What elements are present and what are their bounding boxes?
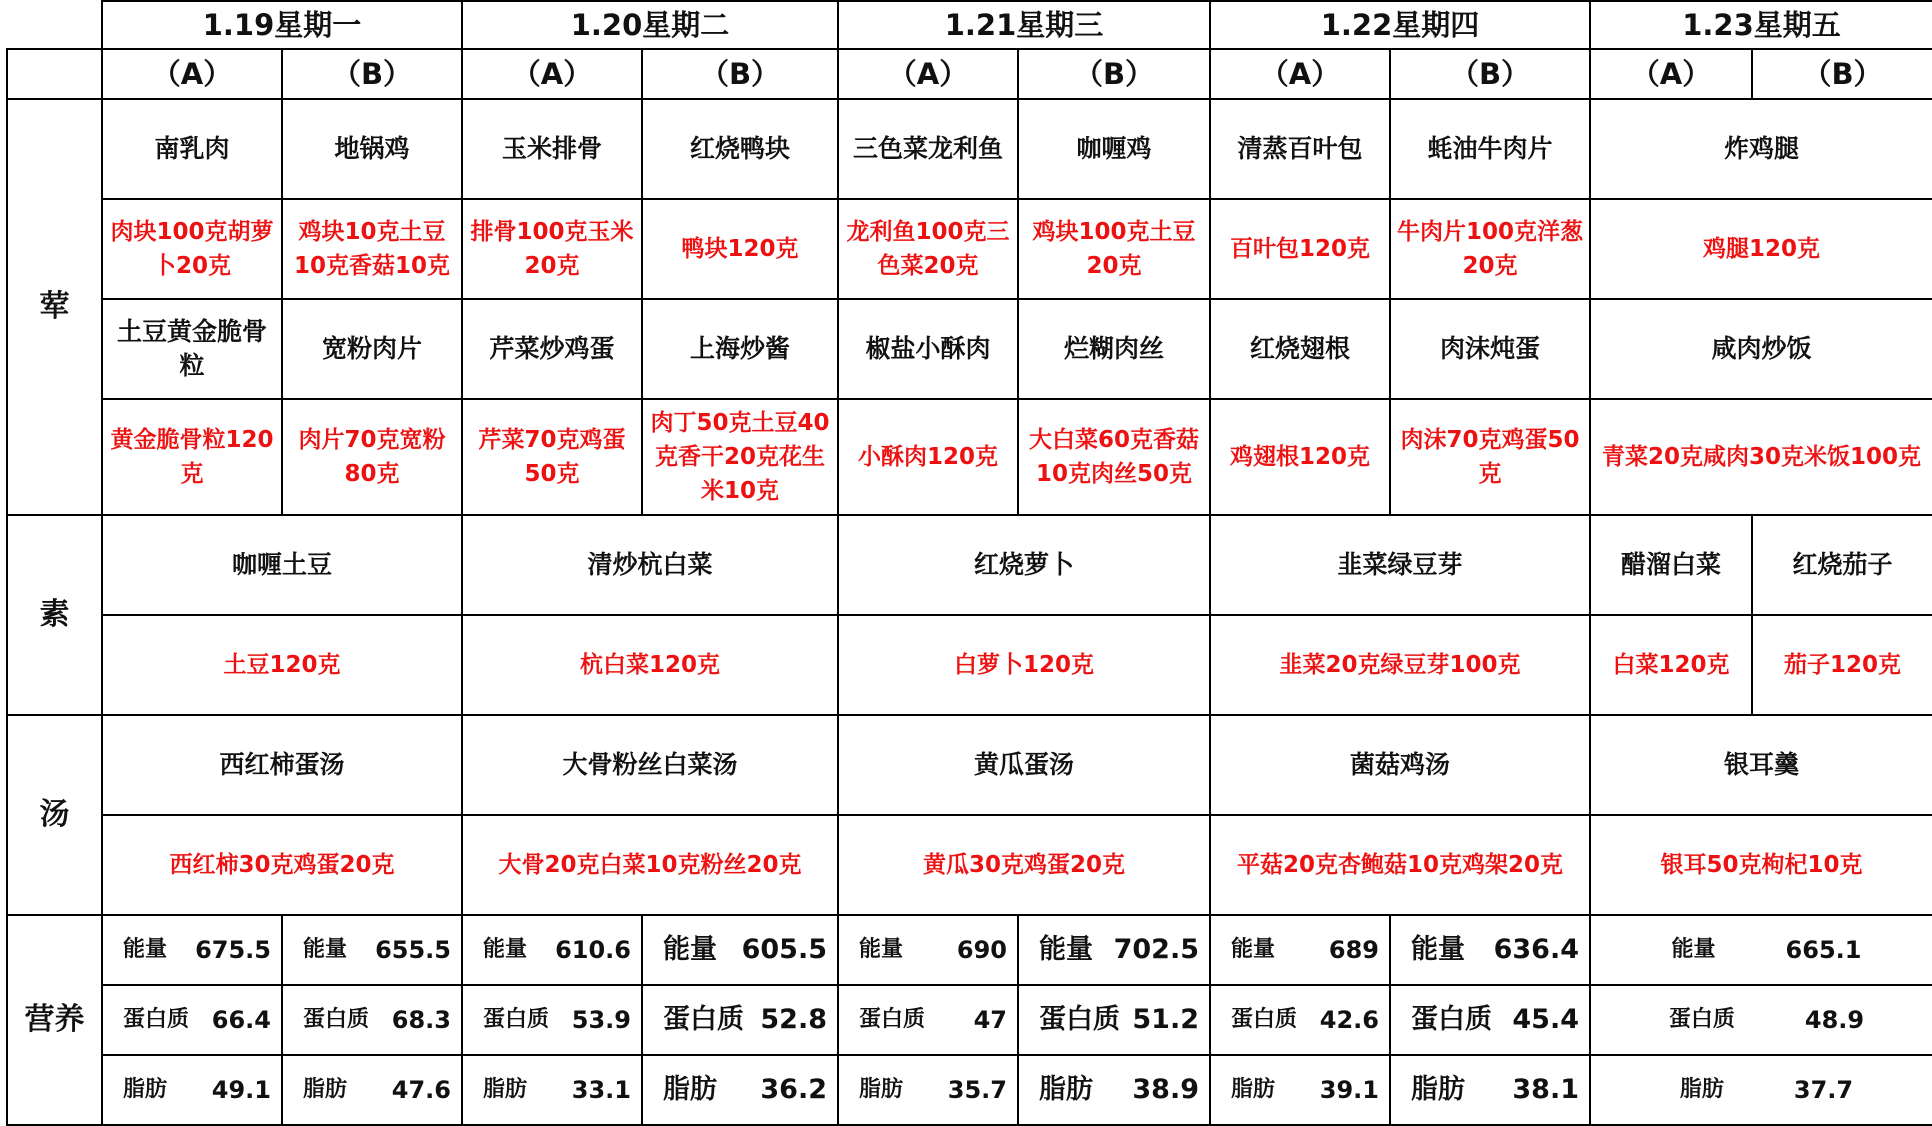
dish-ingredients: 小酥肉120克 [838, 399, 1018, 515]
category-soup: 汤 [7, 715, 102, 915]
energy-cell [642, 915, 838, 985]
nutrient-label: 能量 [303, 937, 348, 962]
nutrient-value: 37.7 [1793, 1076, 1854, 1104]
nutrient-label: 能量 [483, 937, 528, 962]
option-a-header: （A） [1590, 49, 1752, 99]
dish-ingredients: 鸡块10克土豆10克香菇10克 [282, 199, 462, 299]
nutrient-label: 脂肪 [859, 1077, 904, 1102]
dish-name: 咸肉炒饭 [1590, 299, 1932, 399]
nutrient-value: 665.1 [1785, 936, 1862, 964]
dish-name: 椒盐小酥肉 [838, 299, 1018, 399]
nutrient-label: 能量 [1039, 934, 1093, 965]
dish-name: 西红柿蛋汤 [102, 715, 462, 815]
dish-name: 大骨粉丝白菜汤 [462, 715, 838, 815]
dish-ingredients: 大白菜60克香菇10克肉丝50克 [1018, 399, 1210, 515]
meat-ingredient-row-2 [7, 399, 1932, 515]
nutrient-value: 35.7 [947, 1076, 1007, 1104]
energy-row [7, 915, 1932, 985]
nutrient-label: 蛋白质 [1039, 1004, 1120, 1035]
nutrient-value: 68.3 [391, 1006, 451, 1034]
dish-name: 地锅鸡 [282, 99, 462, 199]
dish-name: 咖喱鸡 [1018, 99, 1210, 199]
dish-ingredients: 平菇20克杏鲍菇10克鸡架20克 [1210, 815, 1590, 915]
dish-name: 韭菜绿豆芽 [1210, 515, 1590, 615]
nutrient-value: 38.9 [1132, 1074, 1199, 1105]
day-header-fri: 1.23星期五 [1590, 1, 1932, 49]
nutrient-value: 36.2 [760, 1074, 827, 1105]
fat-cell [838, 1055, 1018, 1125]
energy-cell [282, 915, 462, 985]
nutrient-value: 636.4 [1493, 934, 1579, 965]
day-header-tue: 1.20星期二 [462, 1, 838, 49]
fat-cell [1018, 1055, 1210, 1125]
nutrient-label: 能量 [1411, 934, 1465, 965]
energy-cell [1590, 915, 1932, 985]
protein-cell [1210, 985, 1390, 1055]
dish-ingredients: 肉块100克胡萝卜20克 [102, 199, 282, 299]
dish-name: 红烧翅根 [1210, 299, 1390, 399]
nutrient-label: 蛋白质 [483, 1007, 550, 1032]
date-header-row [7, 1, 1932, 49]
nutrient-label: 蛋白质 [663, 1004, 744, 1035]
dish-ingredients: 青菜20克咸肉30克米饭100克 [1590, 399, 1932, 515]
category-nutrition: 营养 [7, 915, 102, 1125]
option-a-header: （A） [462, 49, 642, 99]
nutrient-label: 脂肪 [123, 1077, 168, 1102]
nutrient-value: 51.2 [1132, 1004, 1199, 1035]
energy-cell [838, 915, 1018, 985]
dish-ingredients: 土豆120克 [102, 615, 462, 715]
nutrient-label: 脂肪 [1411, 1074, 1465, 1105]
nutrient-label: 蛋白质 [1411, 1004, 1492, 1035]
nutrient-label: 能量 [1671, 937, 1716, 962]
dish-name: 黄瓜蛋汤 [838, 715, 1210, 815]
nutrient-label: 蛋白质 [1231, 1007, 1298, 1032]
dish-name: 咖喱土豆 [102, 515, 462, 615]
dish-ingredients: 百叶包120克 [1210, 199, 1390, 299]
nutrient-value: 675.5 [195, 936, 271, 964]
nutrient-label: 能量 [1231, 937, 1276, 962]
energy-cell [102, 915, 282, 985]
option-a-header: （A） [102, 49, 282, 99]
dish-ingredients: 大骨20克白菜10克粉丝20克 [462, 815, 838, 915]
dish-ingredients: 银耳50克枸杞10克 [1590, 815, 1932, 915]
dish-ingredients: 鸡块100克土豆20克 [1018, 199, 1210, 299]
option-b-header: （B） [642, 49, 838, 99]
nutrient-value: 48.9 [1804, 1006, 1865, 1034]
option-a-header: （A） [1210, 49, 1390, 99]
dish-ingredients: 黄瓜30克鸡蛋20克 [838, 815, 1210, 915]
dish-name: 炸鸡腿 [1590, 99, 1932, 199]
meat-dish-row-2 [7, 299, 1932, 399]
protein-cell [462, 985, 642, 1055]
fat-cell [1210, 1055, 1390, 1125]
protein-cell [1590, 985, 1932, 1055]
nutrient-label: 蛋白质 [303, 1007, 370, 1032]
protein-cell [282, 985, 462, 1055]
meat-dish-row-1 [7, 99, 1932, 199]
option-b-header: （B） [1752, 49, 1932, 99]
dish-name: 烂糊肉丝 [1018, 299, 1210, 399]
nutrient-label: 脂肪 [663, 1074, 717, 1105]
energy-cell [462, 915, 642, 985]
nutrient-value: 52.8 [760, 1004, 827, 1035]
meat-ingredient-row-1 [7, 199, 1932, 299]
nutrient-label: 能量 [663, 934, 717, 965]
energy-cell [1210, 915, 1390, 985]
dish-ingredients: 龙利鱼100克三色菜20克 [838, 199, 1018, 299]
dish-name: 菌菇鸡汤 [1210, 715, 1590, 815]
dish-name: 肉沫炖蛋 [1390, 299, 1590, 399]
nutrient-value: 702.5 [1113, 934, 1199, 965]
fat-cell [642, 1055, 838, 1125]
corner-cell [7, 49, 102, 99]
nutrient-label: 脂肪 [483, 1077, 528, 1102]
day-header-wed: 1.21星期三 [838, 1, 1210, 49]
nutrient-value: 690 [956, 936, 1007, 964]
protein-cell [1018, 985, 1210, 1055]
category-veg: 素 [7, 515, 102, 715]
dish-ingredients: 牛肉片100克洋葱20克 [1390, 199, 1590, 299]
dish-ingredients: 茄子120克 [1752, 615, 1932, 715]
nutrient-label: 能量 [859, 937, 904, 962]
dish-ingredients: 芹菜70克鸡蛋50克 [462, 399, 642, 515]
nutrient-value: 39.1 [1319, 1076, 1379, 1104]
dish-ingredients: 白萝卜120克 [838, 615, 1210, 715]
nutrient-label: 蛋白质 [123, 1007, 190, 1032]
category-meat: 荤 [7, 99, 102, 515]
protein-cell [838, 985, 1018, 1055]
dish-name: 南乳肉 [102, 99, 282, 199]
nutrient-label: 脂肪 [303, 1077, 348, 1102]
nutrient-value: 610.6 [555, 936, 631, 964]
protein-cell [102, 985, 282, 1055]
fat-cell [282, 1055, 462, 1125]
soup-dish-row [7, 715, 1932, 815]
nutrient-label: 脂肪 [1679, 1077, 1724, 1102]
nutrient-label: 蛋白质 [859, 1007, 926, 1032]
nutrient-value: 33.1 [571, 1076, 631, 1104]
dish-name: 玉米排骨 [462, 99, 642, 199]
dish-name: 上海炒酱 [642, 299, 838, 399]
option-header-row [7, 49, 1932, 99]
fat-cell [1390, 1055, 1590, 1125]
dish-ingredients: 杭白菜120克 [462, 615, 838, 715]
nutrient-value: 689 [1328, 936, 1379, 964]
dish-ingredients: 韭菜20克绿豆芽100克 [1210, 615, 1590, 715]
dish-name: 红烧萝卜 [838, 515, 1210, 615]
dish-name: 三色菜龙利鱼 [838, 99, 1018, 199]
option-b-header: （B） [1018, 49, 1210, 99]
dish-name: 红烧茄子 [1752, 515, 1932, 615]
fat-cell [462, 1055, 642, 1125]
dish-ingredients: 肉沫70克鸡蛋50克 [1390, 399, 1590, 515]
dish-ingredients: 西红柿30克鸡蛋20克 [102, 815, 462, 915]
dish-ingredients: 肉丁50克土豆40克香干20克花生米10克 [642, 399, 838, 515]
dish-ingredients: 肉片70克宽粉80克 [282, 399, 462, 515]
menu-table [6, 0, 1932, 1126]
dish-name: 清蒸百叶包 [1210, 99, 1390, 199]
dish-ingredients: 排骨100克玉米20克 [462, 199, 642, 299]
nutrient-label: 能量 [123, 937, 168, 962]
option-b-header: （B） [282, 49, 462, 99]
nutrient-value: 47 [973, 1006, 1007, 1034]
nutrient-value: 49.1 [211, 1076, 271, 1104]
dish-name: 醋溜白菜 [1590, 515, 1752, 615]
nutrient-value: 38.1 [1512, 1074, 1579, 1105]
protein-row [7, 985, 1932, 1055]
dish-ingredients: 白菜120克 [1590, 615, 1752, 715]
dish-name: 宽粉肉片 [282, 299, 462, 399]
nutrient-value: 66.4 [211, 1006, 271, 1034]
nutrient-label: 脂肪 [1039, 1074, 1093, 1105]
nutrient-value: 655.5 [375, 936, 451, 964]
dish-name: 红烧鸭块 [642, 99, 838, 199]
nutrient-value: 605.5 [741, 934, 827, 965]
veg-dish-row [7, 515, 1932, 615]
nutrient-label: 蛋白质 [1668, 1007, 1735, 1032]
day-header-thu: 1.22星期四 [1210, 1, 1590, 49]
nutrient-value: 45.4 [1512, 1004, 1579, 1035]
nutrient-value: 47.6 [391, 1076, 451, 1104]
dish-ingredients: 黄金脆骨粒120克 [102, 399, 282, 515]
nutrient-value: 42.6 [1319, 1006, 1379, 1034]
dish-ingredients: 鸡腿120克 [1590, 199, 1932, 299]
dish-name: 清炒杭白菜 [462, 515, 838, 615]
nutrient-value: 53.9 [571, 1006, 631, 1034]
option-a-header: （A） [838, 49, 1018, 99]
dish-name: 芹菜炒鸡蛋 [462, 299, 642, 399]
fat-row [7, 1055, 1932, 1125]
protein-cell [642, 985, 838, 1055]
fat-cell [1590, 1055, 1932, 1125]
dish-name: 银耳羹 [1590, 715, 1932, 815]
corner-cell [7, 1, 102, 49]
day-header-mon: 1.19星期一 [102, 1, 462, 49]
dish-name: 蚝油牛肉片 [1390, 99, 1590, 199]
protein-cell [1390, 985, 1590, 1055]
energy-cell [1018, 915, 1210, 985]
dish-ingredients: 鸡翅根120克 [1210, 399, 1390, 515]
dish-ingredients: 鸭块120克 [642, 199, 838, 299]
dish-name: 土豆黄金脆骨粒 [102, 299, 282, 399]
veg-ingredient-row [7, 615, 1932, 715]
nutrient-label: 脂肪 [1231, 1077, 1276, 1102]
option-b-header: （B） [1390, 49, 1590, 99]
soup-ingredient-row [7, 815, 1932, 915]
fat-cell [102, 1055, 282, 1125]
energy-cell [1390, 915, 1590, 985]
